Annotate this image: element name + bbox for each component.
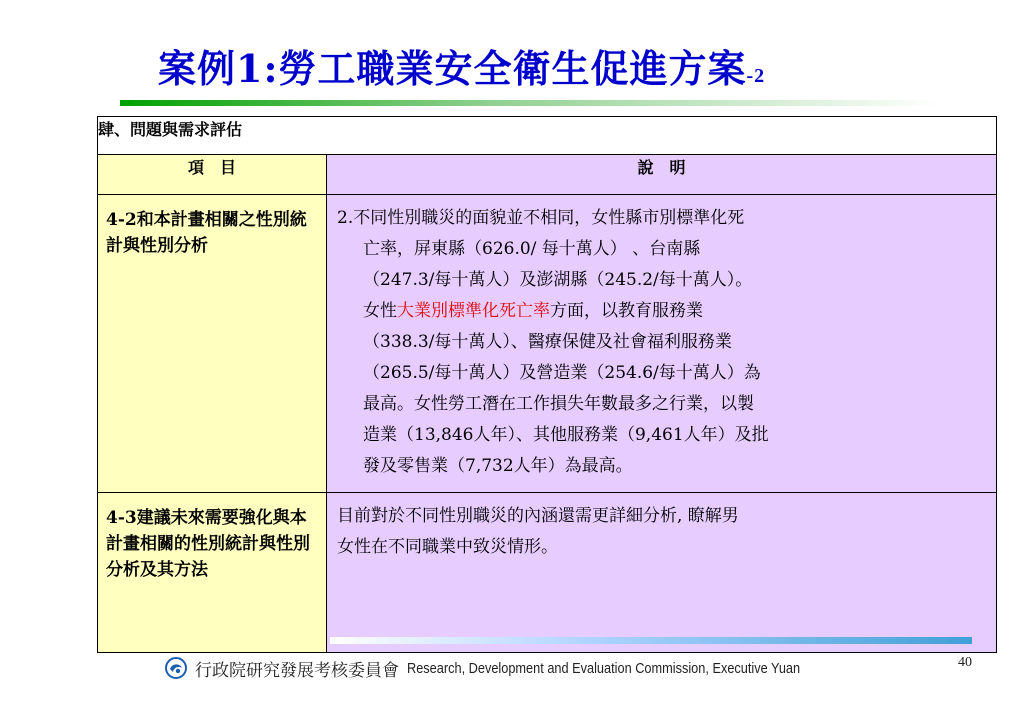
title-underline bbox=[120, 100, 940, 106]
desc-line-mixed bbox=[337, 296, 986, 327]
row-description bbox=[327, 195, 997, 493]
desc-text: 女性 bbox=[363, 301, 397, 321]
footer-org-english: Research, Development and Evaluation Commission, Executive Yuan bbox=[407, 659, 801, 677]
commission-logo-icon bbox=[165, 657, 187, 679]
desc-text: 方面，以教育服務業 bbox=[550, 301, 703, 321]
assessment-table bbox=[97, 116, 997, 653]
desc-line: 最高。女性勞工潛在工作損失年數最多之行業，以製 bbox=[363, 394, 754, 414]
desc-line: 發及零售業（7,732人年）為最高。 bbox=[363, 456, 633, 476]
slide-title-suffix: -2 bbox=[746, 65, 766, 87]
slide-title-text: 案例1:勞工職業安全衛生促進方案 bbox=[158, 46, 747, 91]
footer-org-chinese: 行政院研究發展考核委員會 bbox=[195, 660, 399, 681]
footer bbox=[165, 656, 869, 680]
desc-line: （247.3/每十萬人）及澎湖縣（245.2/每十萬人）。 bbox=[363, 270, 753, 290]
column-header-row bbox=[98, 155, 997, 195]
desc-line: 目前對於不同性別職災的內涵還需更詳細分析, 瞭解男 bbox=[337, 506, 739, 526]
table-row bbox=[98, 195, 997, 493]
page-number: 40 bbox=[958, 655, 972, 670]
column-header-desc: 說 明 bbox=[327, 155, 997, 195]
desc-line: （338.3/每十萬人）、醫療保健及社會福利服務業 bbox=[363, 332, 732, 352]
row-description bbox=[327, 493, 997, 653]
desc-line: 2.不同性別職災的面貌並不相同，女性縣市別標準化死 bbox=[337, 208, 745, 228]
section-header-row bbox=[98, 117, 997, 155]
desc-line: （265.5/每十萬人）及營造業（254.6/每十萬人）為 bbox=[363, 363, 761, 383]
column-header-item: 項 目 bbox=[98, 155, 327, 195]
desc-line: 女性在不同職業中致災情形。 bbox=[337, 537, 558, 557]
highlight-text: 大業別標準化死亡率 bbox=[397, 301, 550, 321]
slide-title bbox=[158, 38, 765, 98]
table-row bbox=[98, 493, 997, 653]
row-item-label: 4-3建議未來需要強化與本計畫相關的性別統計與性別分析及其方法 bbox=[98, 493, 327, 653]
row-item-label: 4-2和本計畫相關之性別統計與性別分析 bbox=[98, 195, 327, 493]
desc-line: 造業（13,846人年）、其他服務業（9,461人年）及批 bbox=[363, 425, 769, 445]
bottom-accent-bar bbox=[330, 637, 972, 644]
desc-line: 亡率，屏東縣（626.0/ 每十萬人） 、台南縣 bbox=[363, 239, 701, 259]
section-header: 肆、問題與需求評估 bbox=[98, 117, 997, 155]
